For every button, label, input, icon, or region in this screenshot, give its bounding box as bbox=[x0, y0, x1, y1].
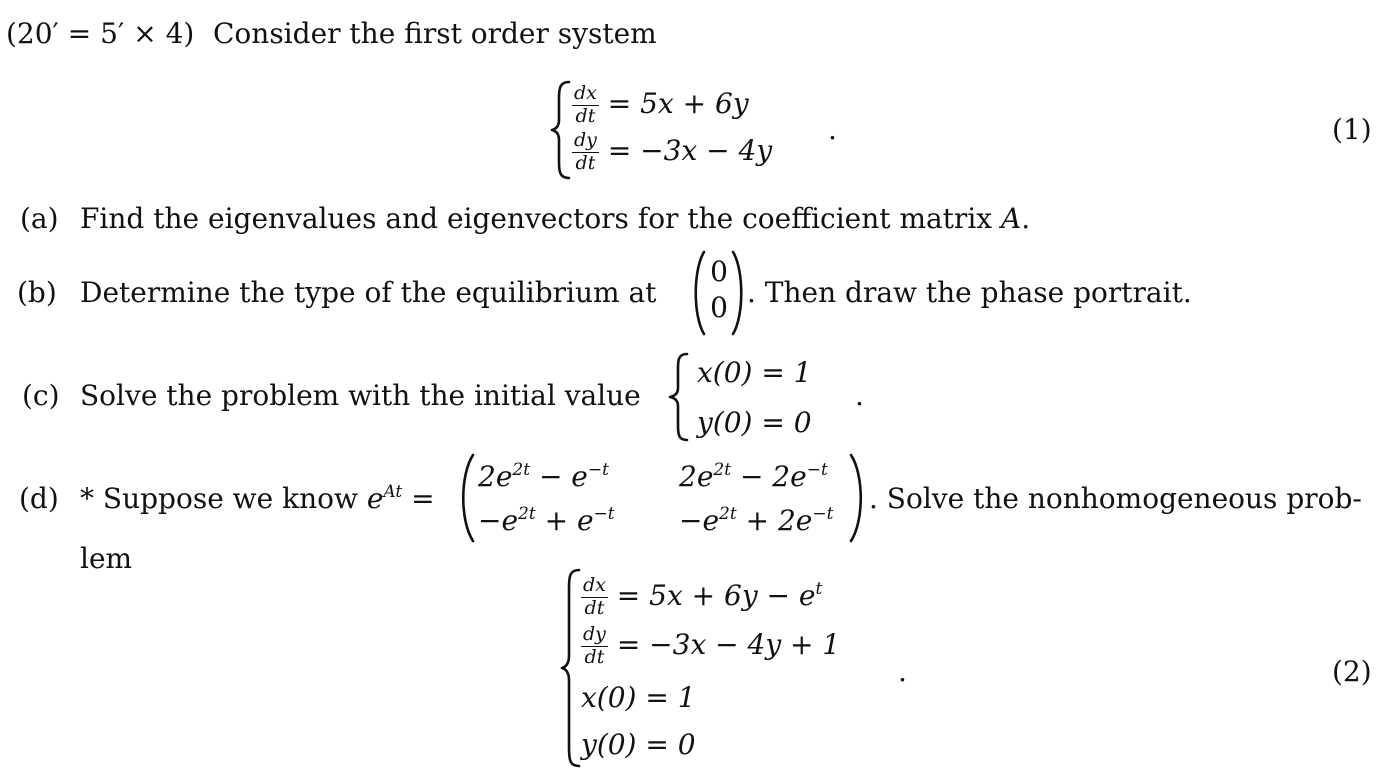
part-c-text: Solve the problem with the initial value bbox=[80, 379, 641, 412]
vector-entry-1: 0 bbox=[710, 255, 728, 288]
system2-eq4: y(0) = 0 bbox=[581, 728, 696, 761]
points-label: (20′ = 5′ × 4) bbox=[6, 17, 195, 50]
matrix-r1c1: $2e^{2t} - e^{-t}$ bbox=[478, 460, 609, 493]
system2-eq1 bbox=[581, 576, 822, 619]
exp-equals: = bbox=[411, 482, 435, 515]
part-c-trailing-period: . bbox=[855, 379, 864, 412]
system1-trailing-period: . bbox=[828, 113, 837, 146]
part-c-label: (c) bbox=[22, 379, 60, 412]
eq1-frac-den: dt bbox=[575, 104, 596, 127]
matrix-a-var: A bbox=[1000, 202, 1022, 235]
part-d-body: * Suppose we know bbox=[80, 482, 358, 515]
system1-eq2 bbox=[572, 131, 772, 174]
exp-lhs-exponent: At bbox=[383, 482, 403, 502]
part-a-end: . bbox=[1021, 202, 1031, 235]
brace-system-2 bbox=[560, 568, 582, 768]
vector-left-paren bbox=[692, 250, 706, 336]
initial-y: y(0) = 0 bbox=[697, 406, 812, 439]
equation-number-2: (2) bbox=[1332, 655, 1372, 688]
part-b-label: (b) bbox=[17, 276, 57, 309]
sys2-eq2-rhs: = −3x − 4y + 1 bbox=[616, 627, 841, 661]
sys2-eq1-exp: t bbox=[815, 578, 823, 599]
vector-right-paren bbox=[731, 250, 745, 336]
matrix-r2c1: $-e^{2t} + e^{-t}$ bbox=[478, 504, 615, 537]
initial-x: x(0) = 1 bbox=[697, 356, 812, 389]
system2-eq3: x(0) = 1 bbox=[581, 681, 696, 714]
eq2-frac-num: dy bbox=[574, 129, 597, 151]
part-b-after: . Then draw the phase portrait. bbox=[747, 276, 1192, 309]
exp-lhs-base: e bbox=[366, 482, 384, 515]
sys2-eq1-frac-num: dx bbox=[583, 574, 606, 596]
zero-vector bbox=[708, 254, 730, 326]
sys2-eq2-frac-den: dt bbox=[584, 645, 605, 668]
brace-initial-value bbox=[668, 352, 690, 442]
part-a-text bbox=[80, 202, 1031, 235]
sys2-eq1-frac-den: dt bbox=[584, 596, 605, 619]
sys2-eq1-rhs: = 5x + 6y − e bbox=[616, 578, 816, 612]
brace-system-1 bbox=[550, 80, 572, 180]
eq2-rhs: = −3x − 4y bbox=[607, 133, 773, 167]
sys2-eq2-frac-num: dy bbox=[583, 623, 606, 645]
matrix-left-paren bbox=[459, 453, 475, 543]
eq1-rhs: = 5x + 6y bbox=[607, 86, 749, 120]
part-d-continuation: lem bbox=[80, 542, 133, 575]
matrix-right-paren bbox=[849, 453, 865, 543]
eq1-frac-num: dx bbox=[574, 82, 597, 104]
equation-number-1: (1) bbox=[1332, 113, 1372, 146]
system2-trailing-period: . bbox=[898, 655, 907, 688]
part-a-body: Find the eigenvalues and eigenvectors for the coefficient matrix bbox=[80, 202, 993, 235]
part-b-text: Determine the type of the equilibrium at bbox=[80, 276, 657, 309]
system2-eq2 bbox=[581, 625, 840, 668]
matrix-r1c2: $2e^{2t} - 2e^{-t}$ bbox=[679, 460, 828, 493]
part-d-label: (d) bbox=[19, 482, 59, 515]
part-d-text bbox=[80, 482, 435, 515]
part-a-label: (a) bbox=[20, 202, 59, 235]
intro-text: Consider the first order system bbox=[213, 17, 657, 50]
matrix-r2c2: $-e^{2t} + 2e^{-t}$ bbox=[679, 504, 834, 537]
vector-entry-2: 0 bbox=[710, 291, 728, 324]
eq2-frac-den: dt bbox=[575, 151, 596, 174]
system1-eq1 bbox=[572, 84, 749, 127]
part-d-after: . Solve the nonhomogeneous prob- bbox=[869, 482, 1362, 515]
